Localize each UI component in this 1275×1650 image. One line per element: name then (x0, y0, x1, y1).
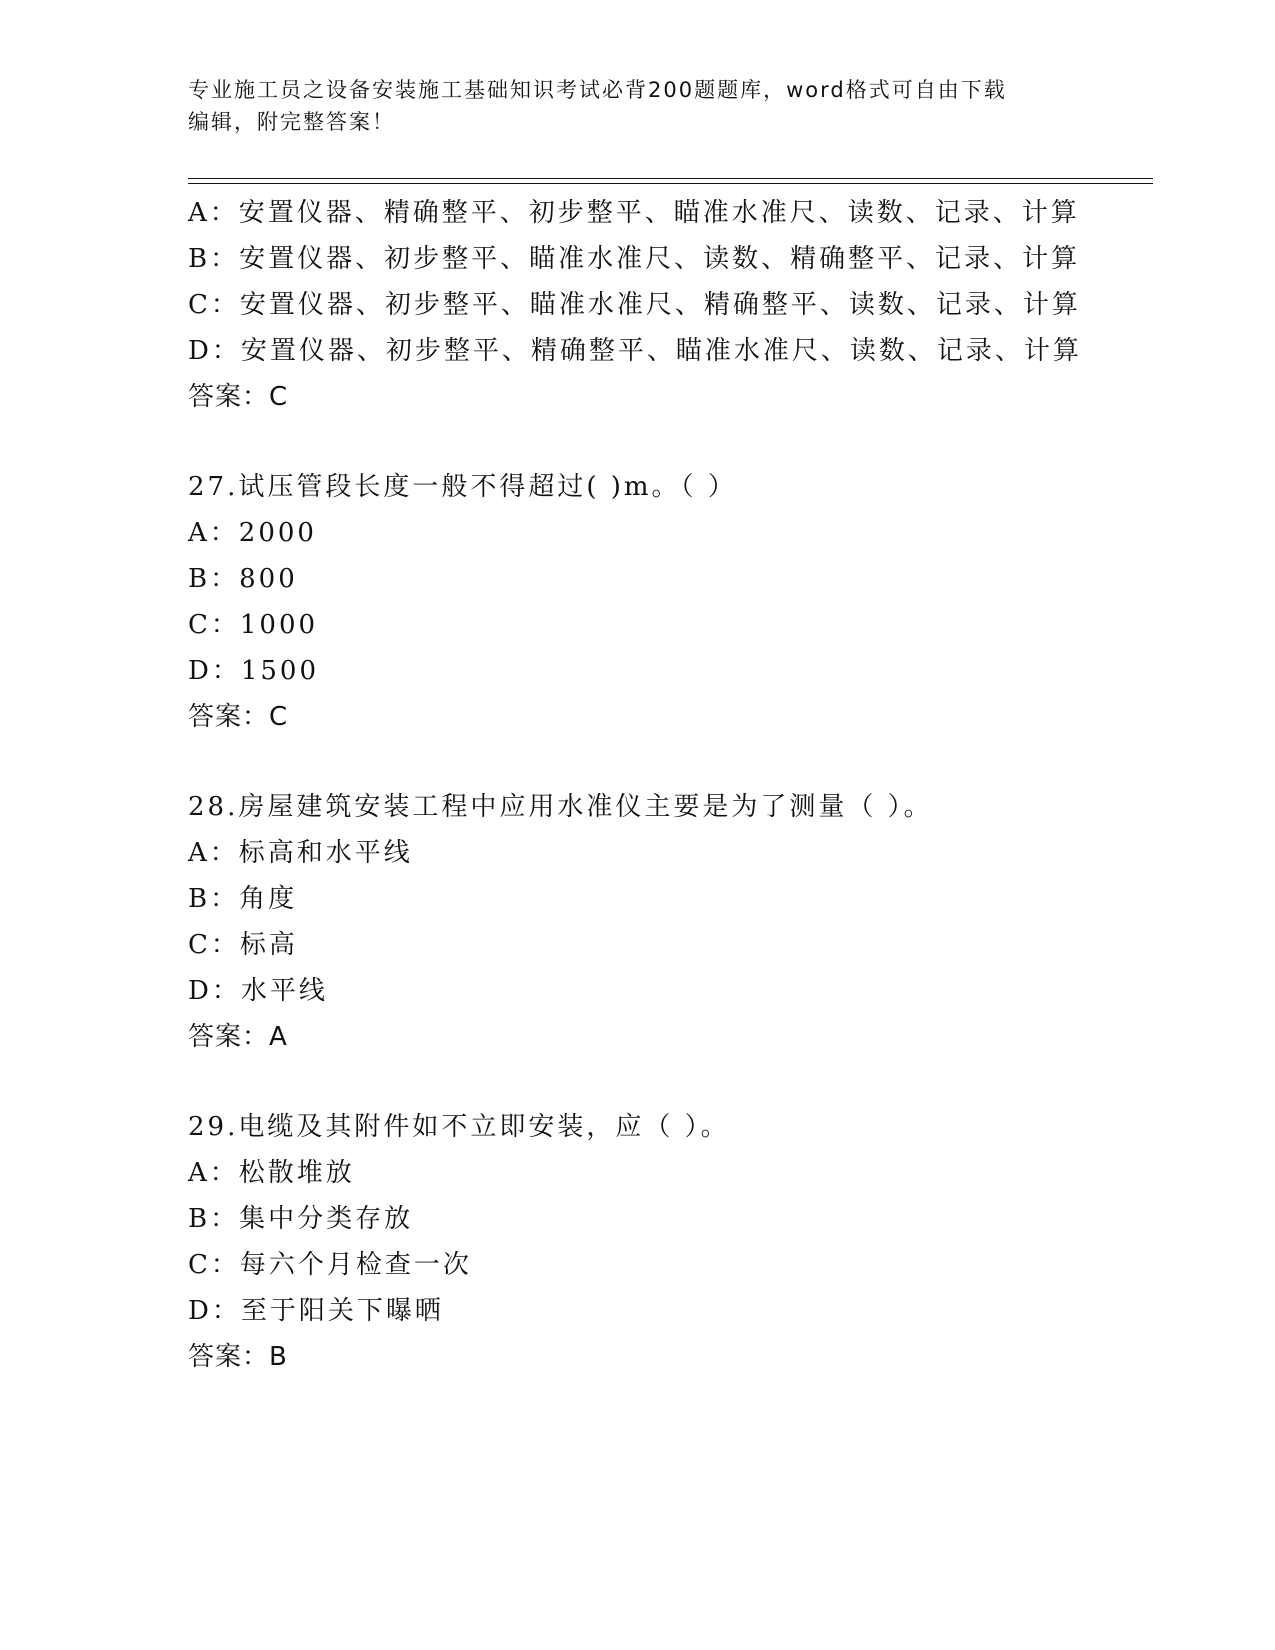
option-a: A：标高和水平线 (188, 838, 413, 868)
spacer (188, 740, 1188, 784)
header-line-1: 专业施工员之设备安装施工基础知识考试必背200题题库，word格式可自由下载 (188, 78, 1007, 102)
question-text: 27.试压管段长度一般不得超过( )m。（ ） (188, 472, 737, 502)
option-d: D：至于阳关下曝晒 (188, 1296, 444, 1326)
question-28 (188, 784, 1188, 1060)
option-c: C：每六个月检查一次 (188, 1250, 472, 1280)
answer: 答案：A (188, 1022, 288, 1052)
question-text: 28.房屋建筑安装工程中应用水准仪主要是为了测量（ ）。 (188, 792, 933, 822)
option-a: A：松散堆放 (188, 1158, 355, 1188)
spacer (188, 1060, 1188, 1104)
document-header (188, 74, 1088, 138)
option-d: D：水平线 (188, 976, 328, 1006)
question-text: 29.电缆及其附件如不立即安装，应（ ）。 (188, 1112, 730, 1142)
option-a: A：安置仪器、精确整平、初步整平、瞄准水准尺、读数、记录、计算 (188, 198, 1080, 228)
question-26 (188, 190, 1188, 420)
option-d: D：安置仪器、初步整平、精确整平、瞄准水准尺、读数、记录、计算 (188, 336, 1082, 366)
answer: 答案：C (188, 382, 289, 412)
header-divider-top (188, 178, 1153, 179)
question-29 (188, 1104, 1188, 1380)
option-b: B：角度 (188, 884, 298, 914)
question-27 (188, 464, 1188, 740)
answer: 答案：C (188, 702, 289, 732)
option-b: B：800 (188, 564, 298, 594)
spacer (188, 420, 1188, 464)
answer: 答案：B (188, 1342, 288, 1372)
option-a: A：2000 (188, 518, 317, 548)
header-divider-bottom (188, 183, 1153, 184)
option-c: C：标高 (188, 930, 298, 960)
option-b: B：集中分类存放 (188, 1204, 414, 1234)
option-c: C：1000 (188, 610, 319, 640)
question-list (188, 190, 1188, 1380)
option-b: B：安置仪器、初步整平、瞄准水准尺、读数、精确整平、记录、计算 (188, 244, 1081, 274)
option-c: C：安置仪器、初步整平、瞄准水准尺、精确整平、读数、记录、计算 (188, 290, 1081, 320)
header-line-2: 编辑，附完整答案！ (188, 110, 395, 134)
option-d: D：1500 (188, 656, 320, 686)
